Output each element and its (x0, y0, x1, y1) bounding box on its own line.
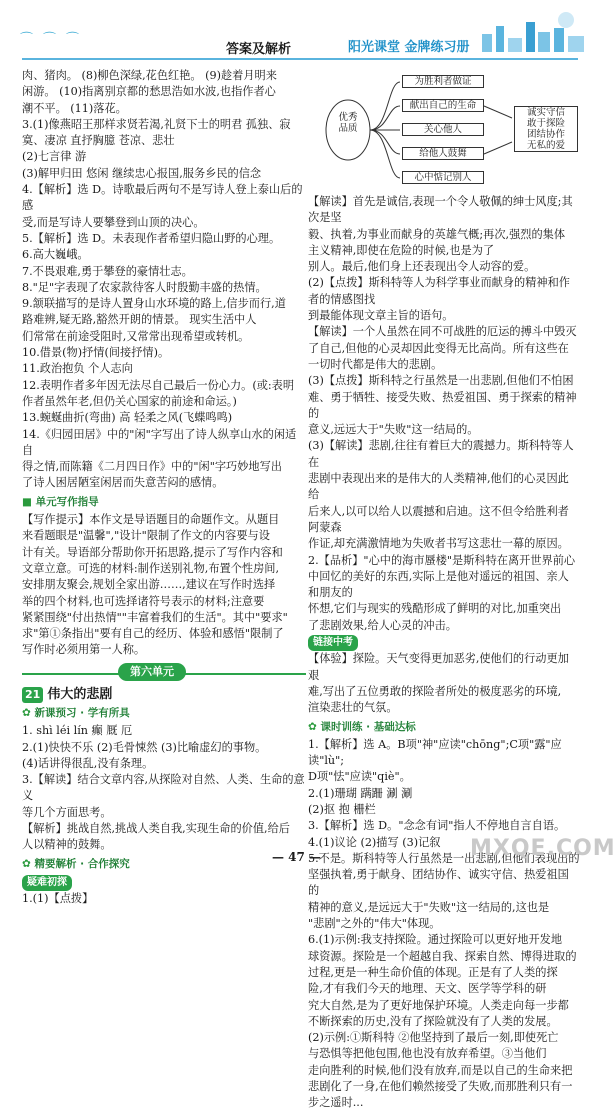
section-link-label: 链接中考 (308, 635, 358, 651)
diagram-node: 给他人鼓舞 (402, 147, 484, 160)
section-inquiry-label: 精要解析 · 合作探究 (34, 857, 130, 870)
gear-bullet-icon: ✿ (22, 857, 31, 870)
text-line: 5.【解析】选 D。未表现作者希望归隐山野的心理。 (22, 231, 281, 245)
writing-guide-text (22, 512, 306, 659)
text-line: 3.【解析】选 D。"念念有词"指人不停地自言自语。 (308, 819, 566, 833)
text-line: 6.高大巍峨。 (22, 248, 89, 262)
text-line: 文章立意。可选的材料:制作送别礼物,布置个性房间, (22, 561, 280, 575)
text-line: 【解读】一个人虽然在同不可战胜的厄运的搏斗中毁灭 (308, 325, 577, 339)
section-doubt-label: 疑难初探 (22, 875, 72, 891)
text-line: 3.【解读】结合文章内容,从探险对自然、人类、生命的意义 (22, 773, 305, 803)
square-bullet-icon: ■ (22, 495, 32, 508)
text-line: 5.不是。斯科特等人行虽然是一出悲剧,但他们表现出的 (308, 851, 580, 865)
text-line: 别人。最后,他们身上还表现出令人动容的爱。 (308, 260, 536, 274)
text-line: 们常常在前途受阻时,又常常出现希望或转机。 (22, 329, 250, 343)
text-line: 3.(1)像燕昭王那样求贤若渴,礼贤下士的明君 孤独、寂 (22, 117, 291, 131)
text-line: 走向胜利的时候,他们没有放弃,而是以自己的生命来把 (308, 1063, 573, 1077)
text-line: 怀想,它们与现实的残酷形成了鲜明的对比,加重突出 (308, 602, 562, 616)
diagram-node: 献出自己的生命 (402, 99, 484, 112)
text-line: 肉、猪肉。 (8)柳色深绿,花色红艳。 (9)趁着月明来 (22, 69, 277, 82)
diagram-node: 关心他人 (402, 123, 484, 136)
text-line: 14.《归园田居》中的"闲"字写出了诗人纵享山水的闲适自 (22, 427, 297, 457)
text-line: 难,写出了五位勇敢的探险者所处的极度恶劣的环境, (308, 684, 562, 698)
text-line: 到最能体现文章主旨的语句。 (308, 309, 454, 323)
text-line: 7.不畏艰难,勇于攀登的豪情壮志。 (22, 264, 193, 278)
diagram-node: 心中惦记别人 (402, 171, 484, 184)
watermark: MXQE.COM (470, 836, 616, 861)
text-line: (3)解甲归田 悠闲 继续忠心报国,服务乡民的信念 (22, 166, 262, 180)
text-line: 悲剧化了一身,在他们赖然接受了失败,而那胜利只有一步之遥时... (308, 1080, 573, 1110)
text-line: 10.借景(物)抒情(间接抒情)。 (22, 346, 170, 360)
text-line: 主义精神,即使在危险的时候,也是为了 (308, 243, 495, 257)
text-line: D项"怯"应读"qiè"。 (308, 770, 411, 784)
text-line: 究大自然,是为了更好地保护环境。人类走向每一步都 (308, 998, 569, 1012)
text-line: 路难辨,疑无路,豁然开朗的情景。 现实生活中人 (22, 313, 257, 327)
birds-decoration-icon: ⌒⌒⌒ (20, 32, 90, 47)
section-inquiry (22, 856, 306, 872)
diagram-node: 为胜利者做证 (402, 75, 484, 88)
text-line: 渲染悲壮的气氛。 (308, 701, 398, 715)
text-line: 6.(1)示例:我支持探险。通过探险可以更好地开发地 (308, 933, 563, 947)
gear-bullet-icon: ✿ (308, 720, 317, 733)
text-line: 人以精神的鼓舞。 (22, 838, 112, 852)
text-line: 计有关。导语部分帮助你开拓思路,提示了写作内容和 (22, 545, 283, 559)
text-line: 精神的意义,是远远大于"失败"这一结局的,这也是 (308, 900, 550, 914)
text-line: 了自己,但他的心灵却因此变得无比高尚。所有这些在 (308, 341, 569, 355)
section-preview-label: 新课预习 · 学有所具 (34, 706, 130, 719)
text-line: 【体验】探险。天气变得更加恶劣,使他们的行动更加艰 (308, 652, 569, 682)
text-line: 等几个方面思考。 (22, 805, 112, 819)
text-line: 寞、凄凉 直抒胸臆 苍凉、悲壮 (22, 134, 175, 148)
text-line: 得之情,而陈籍《二月四日作》中的"闲"字巧妙地写出 (22, 460, 282, 474)
link-answers (308, 651, 580, 716)
qualities-diagram (308, 72, 580, 190)
left-column (22, 68, 306, 908)
text-line: 作证,却充满激情地为失败者书写这悲壮一幕的原因。 (308, 537, 569, 551)
text-line: (3)【点拨】斯科特之行虽然是一出悲剧,但他们不怕困 (308, 374, 574, 388)
text-line: 了悲剧效果,给人心灵的冲击。 (308, 618, 457, 632)
text-line: 【写作提示】本作文是导语题目的命题作文。从题目 (22, 513, 280, 527)
header-title: 答案及解析 (226, 42, 292, 57)
gear-bullet-icon: ✿ (22, 706, 31, 719)
text-line: 险,才有我们今天的地理、天文、医学等学科的研 (308, 982, 547, 996)
text-line: (2)七言律 游 (22, 150, 87, 164)
text-line: 12.表明作者多年因无法尽自己最后一份心力。(或:表明 (22, 378, 295, 392)
training-answers (308, 737, 580, 1112)
text-line: 与恐惧等把他包围,他也没有放弃希望。③当他们 (308, 1047, 547, 1061)
text-line: 8."足"字表现了农家款待客人时殷勤丰盛的热情。 (22, 280, 267, 294)
text-line: 4.(1)议论 (2)描写 (3)记叙 (308, 835, 441, 849)
text-line: 悲剧中表现出来的是伟大的人类精神,他们的心灵因此给 (308, 472, 569, 502)
lesson-number: 21 (22, 687, 43, 703)
text-line: 2.(1)珊瑚 蹒跚 涮 涮 (308, 786, 413, 800)
diagram-right-box: 诚实守信 敢于探险 团结协作 无私的爱 (514, 106, 578, 152)
text-line: 13.蜿蜒曲折(弯曲) 高 轻柔之风(飞蝶鸣鸣) (22, 411, 233, 425)
lesson-title: 伟大的悲剧 (47, 686, 113, 702)
text-line: 【解析】挑战自然,挑战人类自我,实现生命的价值,给后 (22, 822, 290, 836)
text-line: (2)抠 抱 栅栏 (308, 802, 376, 816)
text-line: 球资源。探险是一个超越自我、探索自然、博得进取的 (308, 949, 577, 963)
text-line: 紧紧围绕"付出热情""丰富着我们的生活"。其中"要求" (22, 610, 288, 624)
text-line: 坚强执着,勇于献身、团结协作、诚实守信、热爱祖国的 (308, 868, 569, 898)
text-line: 来看题眼是"温馨","设计"限制了作文的内容要与设 (22, 529, 270, 543)
lesson-heading (22, 687, 306, 703)
text-line: 中回忆的美好的东西,实际上是他对遥远的祖国、亲人和朋友的 (308, 569, 569, 600)
text-line: 闲游。 (10)指离别京都的愁思浩如水波,也指作者心 (22, 85, 276, 99)
header-brand: 阳光课堂 金牌练习册 (348, 40, 470, 55)
text-line: 求"第①条指出"要有自己的经历、体验和感悟"限制了 (22, 627, 284, 641)
text-line: (2)【点拨】斯科特等人为科学事业而献身的精神和作者的情感图找 (308, 276, 570, 306)
section-training-label: 课时训练 · 基础达标 (320, 720, 416, 733)
text-line: 1. shì léi lín 癫 厩 厄 (22, 724, 133, 738)
text-line: 【解读】首先是诚信,表现一个令人敬佩的绅士风度;其次是坚 (308, 195, 573, 225)
text-line: "悲剧"之外的"伟大"体现。 (308, 917, 441, 931)
page-number: — 47 — (272, 850, 322, 864)
text-line: 过程,更是一种生命价值的体现。正是有了人类的探 (308, 965, 558, 979)
section-writing-guide (22, 494, 306, 510)
text-line: 举的四个材料,也可选择诸符号表示的材料;注意要 (22, 594, 265, 608)
left-answers (22, 68, 306, 492)
text-line: 写作时必须用第一人称。 (22, 643, 146, 657)
text-line: 作者虽然年老,但仍关心国家的前途和命运。) (22, 394, 237, 408)
unit-banner (22, 663, 306, 685)
unit-banner-label: 第六单元 (118, 663, 186, 681)
text-line: 受,而是写诗人要攀登到山顶的决心。 (22, 215, 205, 229)
section-writing-guide-label: 单元写作指导 (35, 495, 99, 508)
city-skyline-icon (472, 8, 592, 52)
text-line: 安排朋友聚会,规划全家出游……,建议在写作时选择 (22, 578, 276, 592)
text-line: 1.【解析】选 A。B项"神"应读"chōng";C项"露"应读"lù"; (308, 737, 562, 768)
section-preview (22, 705, 306, 721)
text-line: 一切时代都是伟大的悲剧。 (308, 357, 443, 371)
right-answers (308, 194, 580, 634)
text-line: 不断探索的历史,没有了探险就没有了人类的发展。 (308, 1014, 558, 1028)
text-line: 潮不平。 (11)落花。 (22, 101, 127, 115)
text-line: 2.(1)快快不乐 (2)毛骨悚然 (3)比喻虚幻的事物。 (22, 740, 267, 754)
text-line: 9.颔联描写的是诗人置身山水环境的路上,信步而行,道 (22, 297, 286, 311)
right-column (308, 72, 580, 1112)
text-line: 11.政治抱负 个人志向 (22, 362, 133, 376)
text-line: (3)【解读】悲剧,往往有着巨大的震撼力。斯科特等人在 (308, 439, 574, 469)
header-rule (22, 58, 578, 60)
diagram-center: 优秀品质 (334, 112, 362, 134)
text-line: 毅、执着,为事业而献身的英雄气概;再次,强烈的集体 (308, 227, 566, 241)
text-line: (2)示例:①斯科特 ②他坚持到了最后一刻,即使死亡 (308, 1031, 559, 1045)
text-line: 后来人,以可以给人以震撼和启迪。这不但令给胜利者阿蒙森 (308, 504, 569, 534)
text-line: 4.【解析】选 D。诗歌最后两句不是写诗人登上泰山后的感 (22, 183, 303, 213)
last-line: 1.(1)【点拨】 (22, 892, 94, 906)
text-line: (4)话讲得很乱,没有条理。 (22, 756, 154, 770)
text-line: 2.【品析】"心中的海市蜃楼"是斯科特在离开世界前心 (308, 553, 576, 567)
text-line: 意义,远远大于"失败"这一结局的。 (308, 423, 479, 437)
section-training (308, 719, 580, 735)
section-link (308, 634, 580, 651)
section-doubt (22, 874, 306, 891)
lesson-answers (22, 723, 306, 853)
page-header (0, 0, 600, 62)
text-line: 难、勇于牺牲、接受失败、热爱祖国、勇于探索的精神的 (308, 390, 577, 420)
text-line: 了诗人困居陋室闲居而失意苦闷的感情。 (22, 476, 224, 490)
